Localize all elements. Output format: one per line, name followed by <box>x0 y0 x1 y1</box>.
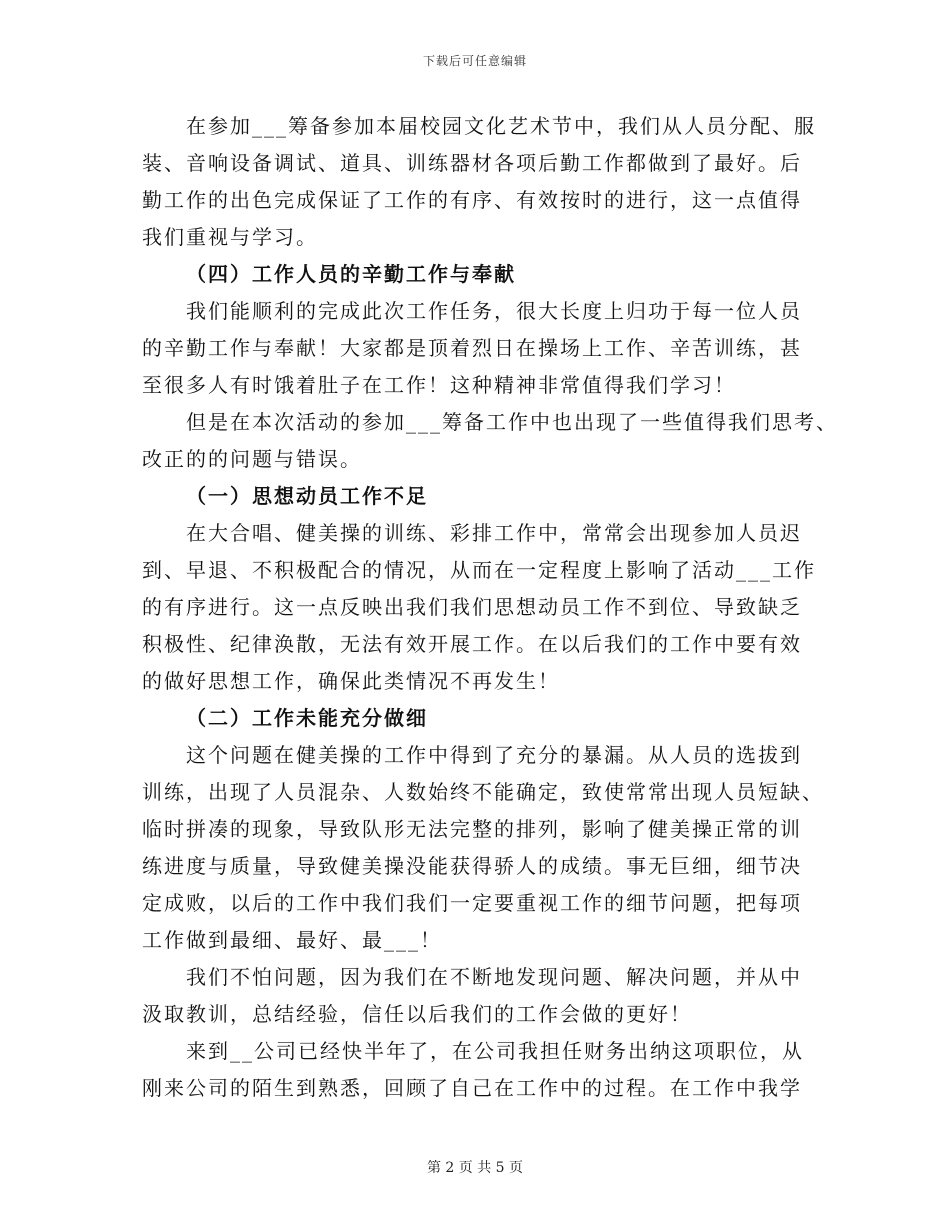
text-line: 但是在本次活动的参加___筹备工作中也出现了一些值得我们思考、 <box>186 410 838 434</box>
text-line: 来到__公司已经快半年了，在公司我担任财务出纳这项职位，从 <box>186 1039 804 1063</box>
text-line: 训练，出现了人员混杂、人数始终不能确定，致使常常出现人员短缺、 <box>142 780 824 804</box>
section-heading: （一）思想动员工作不足 <box>186 484 428 508</box>
text-line: 定成败，以后的工作中我们我们一定要重视工作的细节问题，把每项 <box>142 891 802 915</box>
text-line: 的做好思想工作，确保此类情况不再发生！ <box>142 669 560 693</box>
section-heading: （二）工作未能充分做细 <box>186 706 428 730</box>
text-line: 练进度与质量，导致健美操没能获得骄人的成绩。事无巨细，细节决 <box>142 854 802 878</box>
text-line: 刚来公司的陌生到熟悉，回顾了自己在工作中的过程。在工作中我学 <box>142 1076 802 1100</box>
text-line: 我们能顺利的完成此次工作任务，很大长度上归功于每一位人员 <box>186 299 802 323</box>
text-line: 装、音响设备调试、道具、训练器材各项后勤工作都做到了最好。后 <box>142 151 802 175</box>
text-line: 工作做到最细、最好、最___！ <box>142 928 442 952</box>
section-heading: （四）工作人员的辛勤工作与奉献 <box>186 262 516 286</box>
text-line: 积极性、纪律涣散，无法有效开展工作。在以后我们的工作中要有效 <box>142 632 802 656</box>
text-line: 这个问题在健美操的工作中得到了充分的暴漏。从人员的选拔到 <box>186 743 802 767</box>
text-line: 在大合唱、健美操的训练、彩排工作中，常常会出现参加人员迟 <box>186 521 802 545</box>
text-line: 的有序进行。这一点反映出我们我们思想动员工作不到位、导致缺乏 <box>142 595 802 619</box>
text-line: 到、早退、不积极配合的情况，从而在一定程度上影响了活动___工作 <box>142 558 816 582</box>
text-line: 勤工作的出色完成保证了工作的有序、有效按时的进行，这一点值得 <box>142 188 802 212</box>
text-line: 我们重视与学习。 <box>142 225 318 249</box>
text-line: 临时拼凑的现象，导致队形无法完整的排列，影响了健美操正常的训 <box>142 817 802 841</box>
page-header: 下载后可任意编辑 <box>422 54 527 68</box>
page-number: 第 2 页 共 5 页 <box>426 1160 524 1176</box>
text-line: 我们不怕问题，因为我们在不断地发现问题、解决问题，并从中 <box>186 965 802 989</box>
text-line: 至很多人有时饿着肚子在工作！这种精神非常值得我们学习！ <box>142 373 736 397</box>
text-line: 的辛勤工作与奉献！大家都是顶着烈日在操场上工作、辛苦训练，甚 <box>142 336 802 360</box>
text-line: 在参加___筹备参加本届校园文化艺术节中，我们从人员分配、服 <box>186 114 816 138</box>
text-line: 汲取教训，总结经验，信任以后我们的工作会做的更好！ <box>142 1002 692 1026</box>
text-line: 改正的的问题与错误。 <box>142 447 362 471</box>
